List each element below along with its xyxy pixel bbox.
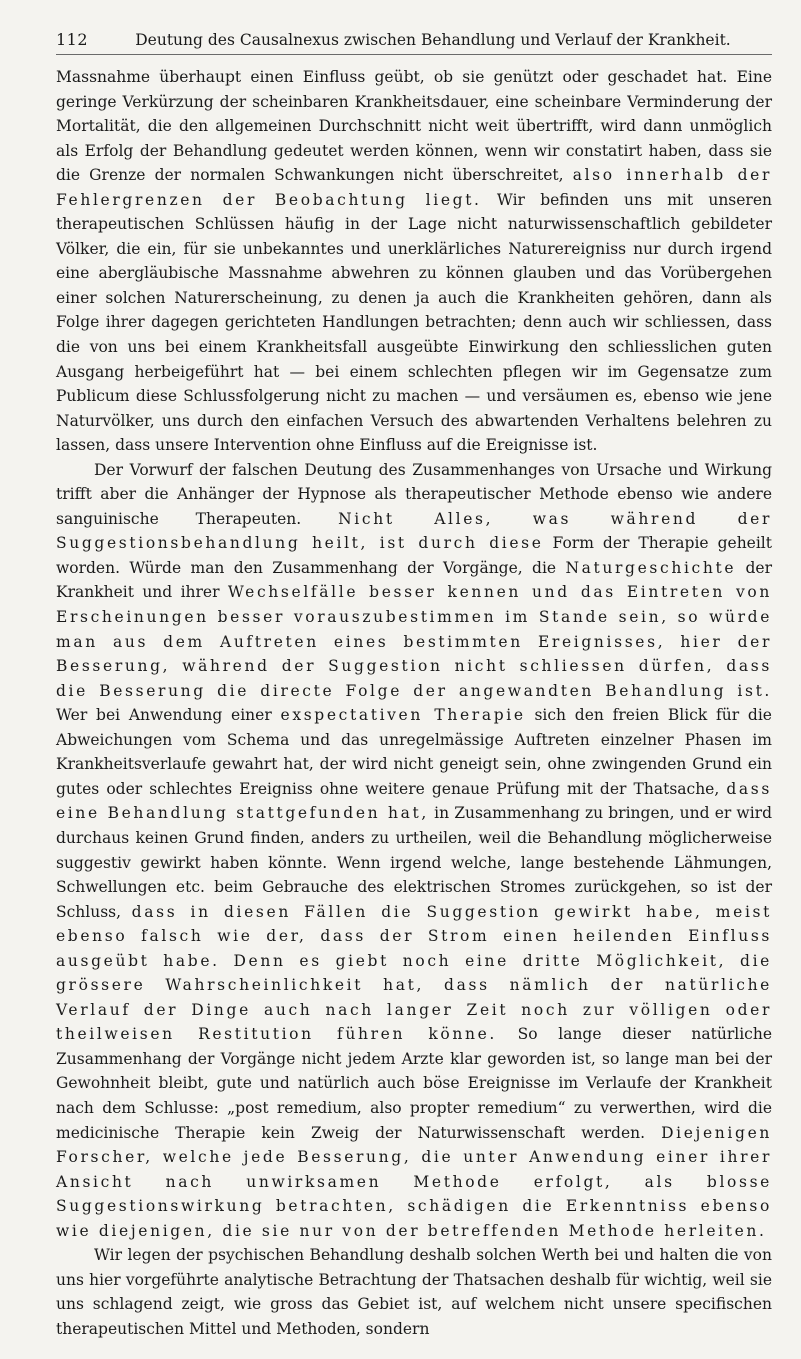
text-run: sich den freien Blick für die Abweichungen vom Schema und das unregelmässige Auftreten einzelner Phasen im Krankheitsverlaufe gewahrt hat, der wird nicht geneigt sein, ohne zwingenden Grund ein gutes oder schlechtes Ereigniss ohne weitere genaue Prüfung mit der Thatsache, [56, 706, 772, 798]
text-run: Form der Therapie geheilt worden. Würde man den Zusammenhang der Vorgänge, die [56, 534, 772, 577]
spaced-emphasis-text: dass eine Behandlung stattgefunden hat, [56, 779, 772, 823]
text-run: Wir legen der psychischen Behandlung deshalb solchen Werth bei und halten die von uns hier vorgeführte analytische Betrachtung der Thatsachen deshalb für wichtig, weil sie uns schlagend zeigt, wie gross das Gebiet ist, auf welchem nicht unsere specifischen therapeutischen Mittel und Methoden, sondern [56, 1246, 772, 1338]
text-run: Der Vorwurf der falschen Deutung des Zusammenhanges von Ursache und Wirkung trifft aber die Anhänger der Hypnose als therapeutischer Methode ebenso wie andere sanguinische Therapeuten. [56, 460, 772, 528]
book-page [56, 30, 772, 1341]
spaced-emphasis-text: Naturgeschichte [565, 558, 737, 577]
text-run: Wer bei Anwendung einer [56, 706, 281, 725]
spaced-emphasis-text: Nicht Alles, was während der Suggestionsbehandlung heilt, ist durch diese [56, 509, 772, 553]
spaced-emphasis-text: Wechselfälle besser kennen und das Eintreten von Erscheinungen besser vorauszubestimmen im Stande sein, so würde man aus dem Auftreten eines bestimmten Ereignisses, hier der Besserung, während der Suggestion nicht schliessen dürfen, dass die Besserung die directe Folge der angewandten Behandlung ist. [56, 583, 773, 700]
paragraph [56, 458, 772, 1244]
text-run: Massnahme überhaupt einen Einfluss geübt, ob sie genützt oder geschadet hat. Eine geringe Verkürzung der scheinbaren Krankheitsdauer, eine scheinbare Verminderung der Mortalität, die den allgemeinen Durchschnitt nicht weit übertrifft, wird dann unmöglich als Erfolg der Behandlung gedeutet werden können, wenn wir constatirt haben, dass sie die Grenze der normalen Schwankungen nicht überschreitet, [56, 68, 772, 185]
body-text [56, 65, 772, 1341]
running-header [56, 30, 772, 55]
spaced-emphasis-text: Diejenigen Forscher, welche jede Besserung, die unter Anwendung einer ihrer Ansicht nach unwirksamen Methode erfolgt, als blosse Suggestionswirkung betrachten, schädigen die Erkenntniss ebenso wie diejenigen, die sie nur von der betreffenden Methode herleiten. [56, 1123, 772, 1240]
running-title: Deutung des Causalnexus zwischen Behandlung und Verlauf der Krankheit. [135, 31, 731, 49]
spaced-emphasis-text: dass in diesen Fällen die Suggestion gewirkt habe, meist ebenso falsch wie der, dass der Strom einen heilenden Einfluss ausgeübt habe. Denn es giebt noch eine dritte Möglichkeit, die grössere Wahrscheinlichkeit hat, dass nämlich der natürliche Verlauf der Dinge auch nach langer Zeit noch zur völligen oder theilweisen Restitution führen könne. [56, 902, 772, 1044]
text-run: in Zusammenhang zu bringen, und er wird durchaus keinen Grund finden, anders zu urtheilen, weil die Behandlung möglicherweise suggestiv gewirkt haben könnte. Wenn irgend welche, lange bestehende Lähmungen, Schwellungen etc. beim Gebrauche des elektrischen Stromes zurückgehen, so ist der Schluss, [56, 804, 772, 921]
paragraph [56, 1243, 772, 1341]
text-run: der Krankheit und ihrer [56, 558, 772, 602]
spaced-emphasis-text: exspectativen Therapie [280, 706, 526, 725]
text-run: So lange dieser natürliche Zusammenhang der Vorgänge nicht jedem Arzte klar geworden ist, so lange man bei der Gewohnheit bleibt, gute und natürlich auch böse Ereignisse im Verlaufe der Krankheit nach dem Schlusse: „post remedium, also propter remedium“ zu verwerthen, wird die medicinische Therapie kein Zweig der Naturwissenschaft werden. [56, 1025, 772, 1142]
paragraph [56, 65, 772, 458]
text-run: Wir befinden uns mit unseren therapeutischen Schlüssen häufig in der Lage nicht naturwissenschaftlich gebildeter Völker, die ein, für sie unbekanntes und unerklärliches Naturereigniss nur durch irgend eine abergläubische Massnahme abwehren zu können glauben und das Vorübergehen einer solchen Naturerscheinung, zu denen ja auch die Krankheiten gehören, dann als Folge ihrer dagegen gerichteten Handlungen betrachten; denn auch wir schliessen, dass die von uns bei einem Krankheitsfall ausgeübte Einwirkung den schliesslichen guten Ausgang herbeigeführt hat — bei einem schlechten pflegen wir im Gegensatze zum Publicum diese Schlussfolgerung nicht zu machen — und versäumen es, ebenso wie jene Naturvölker, uns durch den einfachen Versuch des abwartenden Verhaltens belehren zu lassen, dass unsere Intervention ohne Einfluss auf die Ereignisse ist. [56, 190, 772, 455]
page-number: 112 [56, 30, 89, 49]
spaced-emphasis-text: also innerhalb der Fehlergrenzen der Beobachtung liegt. [56, 166, 772, 209]
